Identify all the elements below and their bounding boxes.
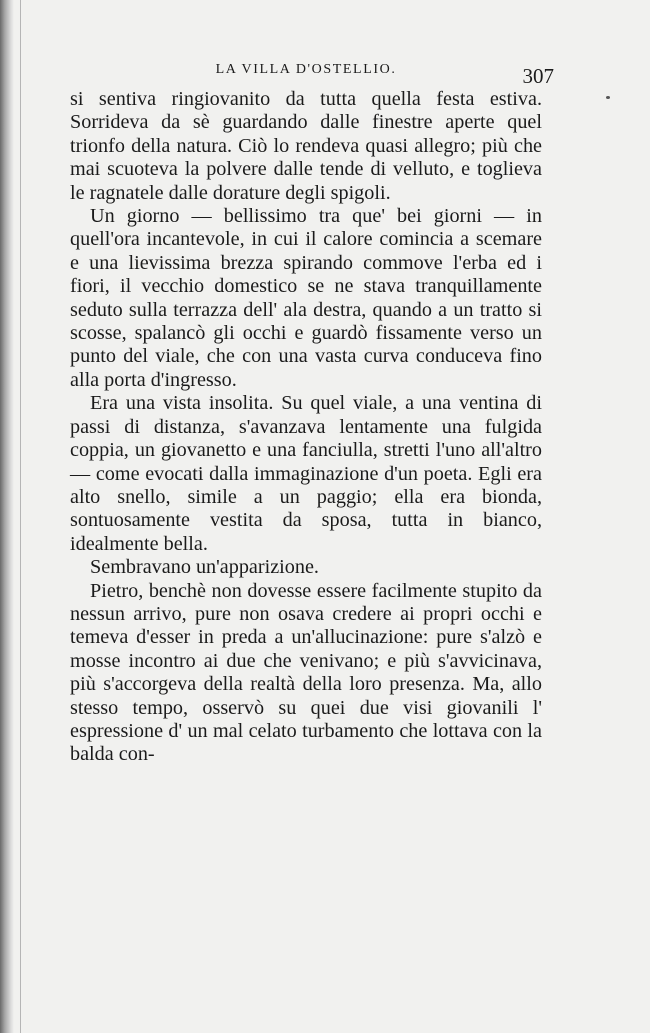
page-number: 307 [522, 64, 554, 88]
book-page [70, 58, 554, 767]
paragraph: Pietro, benchè non dovesse essere facilmente stupito da nessun arrivo, pure non osava credere ai propri occhi e temeva d'esser in preda a un'allucinazione: pure s'alzò e mosse incontro ai due che venivano; e più s'avvicinava, più s'accorgeva della realtà della loro presenza. Ma, allo stesso tempo, osservò su quei due visi giovanili l' espressione d' un mal celato turbamento che lottava con la balda con- [70, 579, 542, 766]
paragraph: Era una vista insolita. Su quel viale, a una ventina di passi di distanza, s'avanzava lentamente una fulgida coppia, un giovanetto e una fanciulla, stretti l'uno all'altro — come evocati dalla immaginazione d'un poeta. Egli era alto snello, simile a un paggio; ella era bionda, sontuosamente vestita da sposa, tutta in bianco, idealmente bella. [70, 392, 542, 555]
binding-edge [20, 0, 21, 1033]
book-spine-shadow [0, 0, 14, 1033]
running-head: LA VILLA D'OSTELLIO. [215, 62, 397, 77]
paragraph: si sentiva ringiovanito da tutta quella festa estiva. Sorrideva da sè guardando dalle finestre aperte quel trionfo della natura. Ciò lo rendeva quasi allegro; più che mai scuoteva la polvere dalle tende di velluto, e toglieva le ragnatele dalle dorature degli spigoli. [70, 88, 542, 204]
paper-fleck [606, 96, 610, 99]
page-header [70, 58, 554, 88]
paragraph: Un giorno — bellissimo tra que' bei giorni — in quell'ora incantevole, in cui il calore comincia a scemare e una lievissima brezza spirando commove l'erba ed i fiori, il vecchio domestico se ne stava tranquillamente seduto sulla terrazza dell' ala destra, quando a un tratto si scosse, spalancò gli occhi e guardò fissamente verso un punto del viale, che con una vasta curva conduceva fino alla porta d'ingresso. [70, 205, 542, 391]
page-body [70, 88, 542, 767]
paragraph: Sembravano un'apparizione. [90, 556, 319, 579]
